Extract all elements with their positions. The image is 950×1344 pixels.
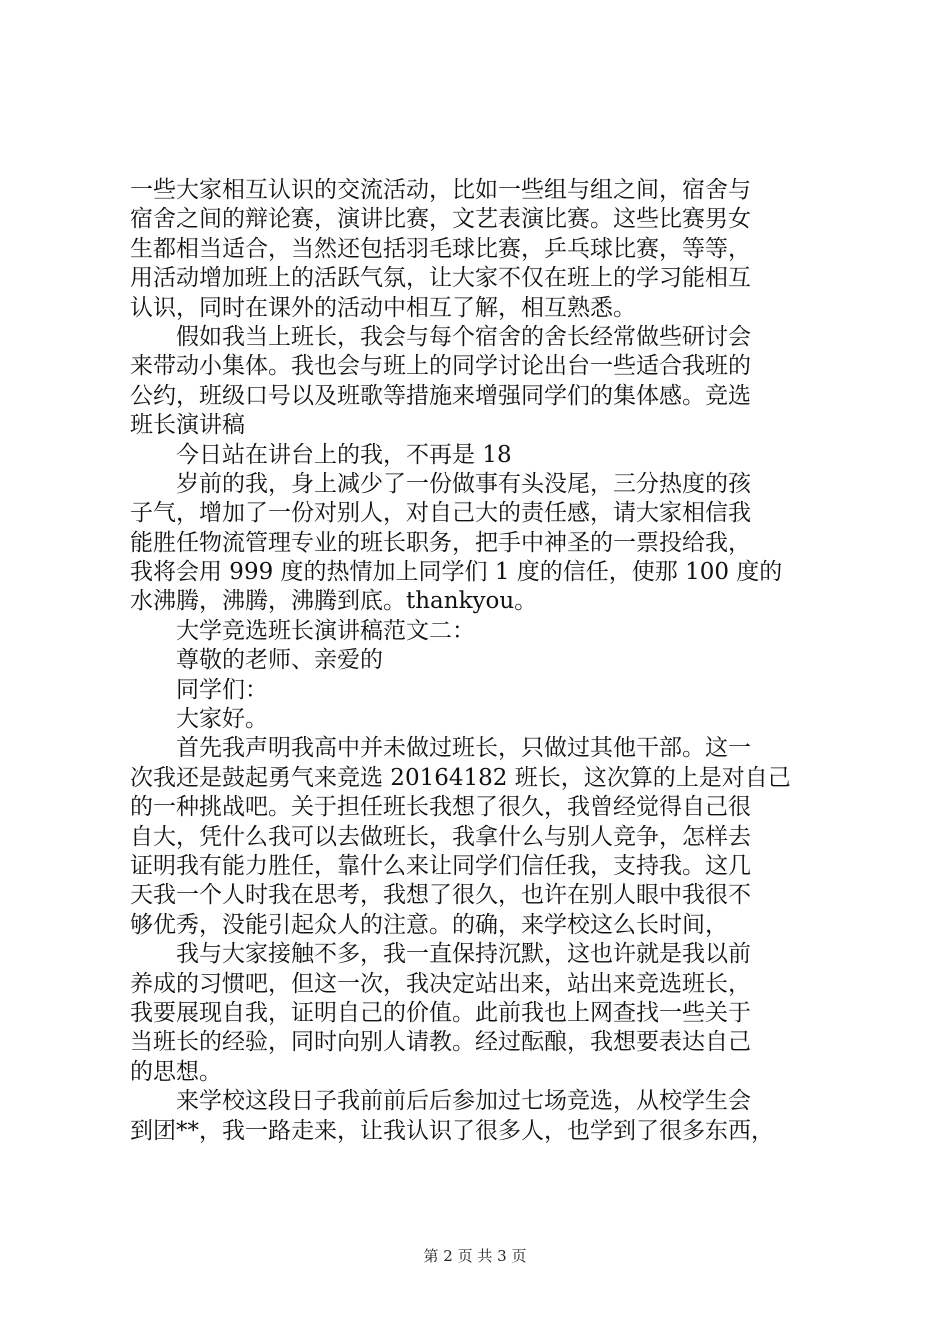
text-line: 当班长的经验，同时向别人请教。经过酝酿，我想要表达自己 xyxy=(130,1029,751,1056)
text-line: 水沸腾，沸腾，沸腾到底。thankyou。 xyxy=(130,588,538,615)
text-line: 次我还是鼓起勇气来竞选 20164182 班长，这次算的上是对自己 xyxy=(130,764,791,791)
text-line: 一些大家相互认识的交流活动，比如一些组与组之间，宿舍与 xyxy=(130,177,751,203)
text-line: 子气，增加了一份对别人，对自己大的责任感，请大家相信我 xyxy=(130,500,751,527)
text-line: 的思想。 xyxy=(130,1058,222,1085)
text-line: 尊敬的老师、亲爱的 xyxy=(176,647,383,674)
text-line: 能胜任物流管理专业的班长职务，把手中神圣的一票投给我， xyxy=(130,529,751,556)
text-line: 我将会用 999 度的热情加上同学们 1 度的信任，使那 100 度的 xyxy=(130,559,783,586)
text-line: 假如我当上班长，我会与每个宿舍的舍长经常做些研讨会 xyxy=(176,323,751,350)
document-body xyxy=(130,176,830,1146)
text-line: 到团**，我一路走来，让我认识了很多人，也学到了很多东西， xyxy=(130,1117,774,1144)
text-line: 认识，同时在课外的活动中相互了解，相互熟悉。 xyxy=(130,294,636,321)
text-line: 我要展现自我，证明自己的价值。此前我也上网查找一些关于 xyxy=(130,999,751,1026)
text-line: 来带动小集体。我也会与班上的同学讨论出台一些适合我班的 xyxy=(130,353,751,380)
text-line: 天我一个人时我在思考，我想了很久，也许在别人眼中我很不 xyxy=(130,882,751,909)
text-line: 来学校这段日子我前前后后参加过七场竞选，从校学生会 xyxy=(176,1088,751,1115)
text-line: 用活动增加班上的活跃气氛，让大家不仅在班上的学习能相互 xyxy=(130,265,751,292)
page-footer xyxy=(0,1245,950,1266)
text-line: 大学竞选班长演讲稿范文二： xyxy=(176,617,475,644)
text-line: 我与大家接触不多，我一直保持沉默，这也许就是我以前 xyxy=(176,941,751,968)
text-line: 自大，凭什么我可以去做班长，我拿什么与别人竞争，怎样去 xyxy=(130,823,751,850)
text-line: 班长演讲稿 xyxy=(130,412,245,439)
text-line: 宿舍之间的辩论赛，演讲比赛，文艺表演比赛。这些比赛男女 xyxy=(130,206,751,233)
text-line: 今日站在讲台上的我，不再是 18 xyxy=(176,441,512,468)
text-line: 够优秀，没能引起众人的注意。的确，来学校这么长时间， xyxy=(130,911,728,938)
text-line: 大家好。 xyxy=(176,706,268,733)
text-line: 的一种挑战吧。关于担任班长我想了很久，我曾经觉得自己很 xyxy=(130,794,751,821)
text-line: 公约，班级口号以及班歌等措施来增强同学们的集体感。竞选 xyxy=(130,382,751,409)
text-line: 岁前的我，身上减少了一份做事有头没尾，三分热度的孩 xyxy=(176,470,751,497)
text-line: 养成的习惯吧，但这一次，我决定站出来，站出来竞选班长， xyxy=(130,970,751,997)
text-line: 首先我声明我高中并未做过班长，只做过其他干部。这一 xyxy=(176,735,751,762)
text-line: 同学们： xyxy=(176,676,268,703)
text-line: 生都相当适合，当然还包括羽毛球比赛，乒乓球比赛，等等， xyxy=(130,235,751,262)
text-line: 证明我有能力胜任，靠什么来让同学们信任我，支持我。这几 xyxy=(130,852,751,879)
page-number-label: 第 2 页 共 3 页 xyxy=(423,1247,527,1265)
